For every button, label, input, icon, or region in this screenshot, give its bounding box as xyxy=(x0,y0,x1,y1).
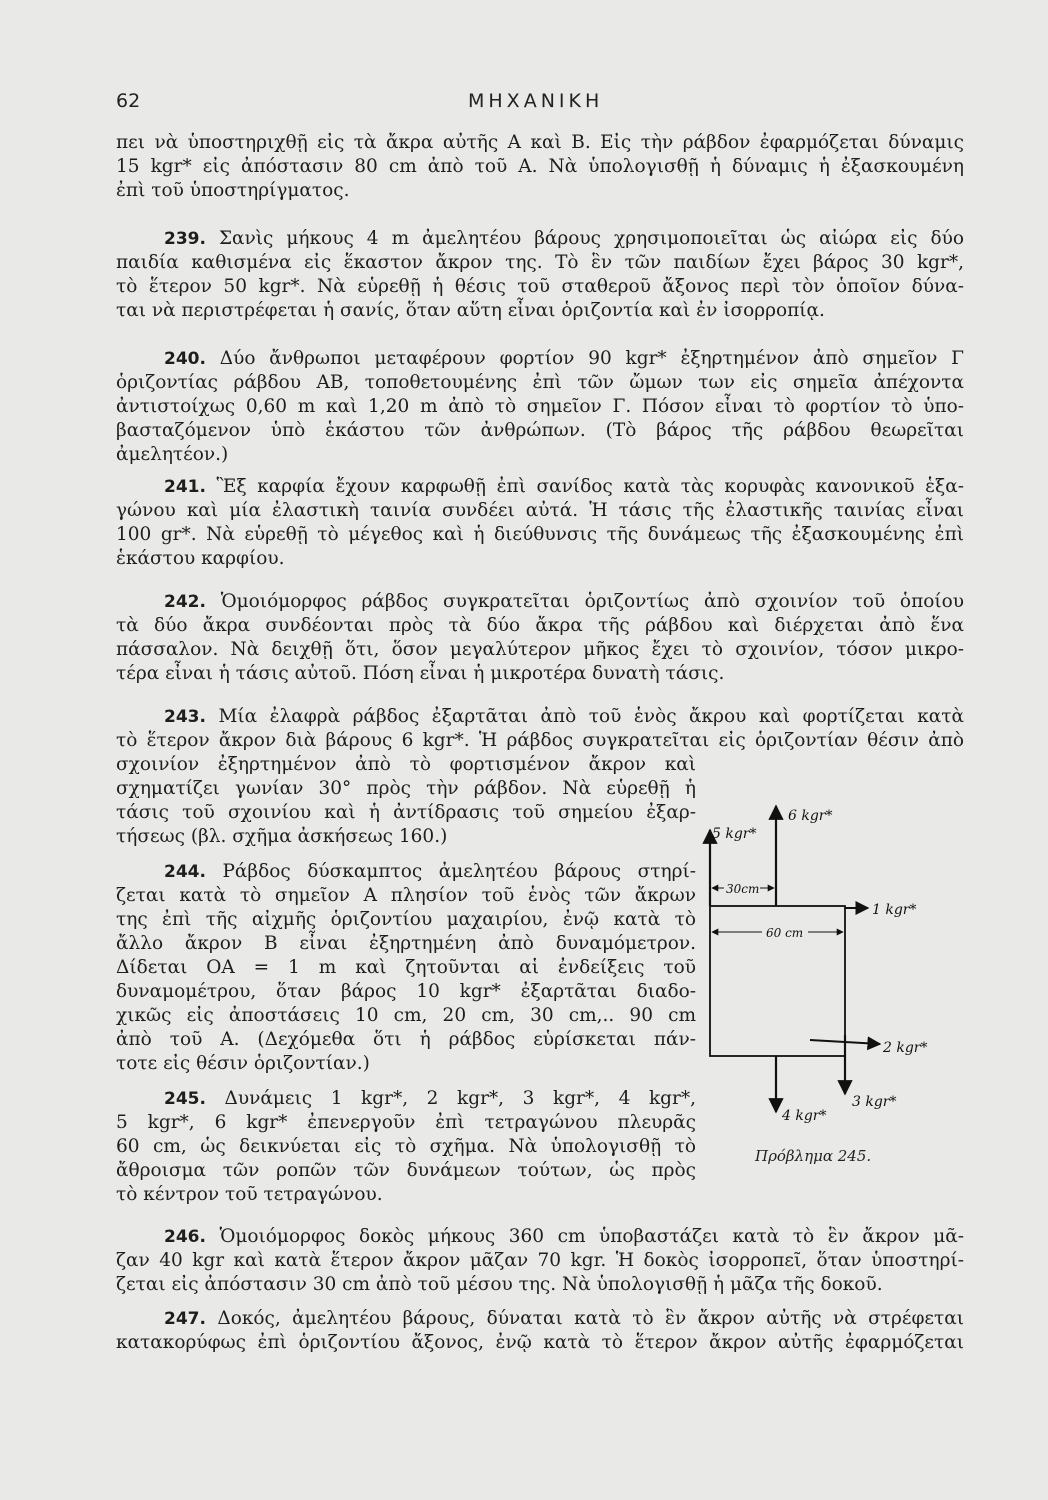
problem-number: 244. xyxy=(164,862,206,882)
problem-239-line: τὸ ἕτερον 50 kgr*. Νὰ εὑρεθῇ ἡ θέσις τοῦ σταθεροῦ ἄξονος περὶ τὸν ὁποῖον δύνα- xyxy=(116,276,964,297)
text-line: 15 kgr* εἰς ἀπόστασιν 80 cm ἀπὸ τοῦ Α. Νὰ ὑπολογισθῇ ἡ δύναμις ἡ ἐξασκουμένη xyxy=(116,156,964,177)
dimension-label-30: 30cm xyxy=(726,882,760,896)
force-label-6: 6 kgr* xyxy=(788,808,833,824)
problem-243-line: 243. Μία ἐλαφρὰ ράβδος ἐξαρτᾶται ἀπὸ τοῦ ἑνὸς ἄκρου καὶ φορτίζεται κατὰ xyxy=(164,706,964,727)
text-line: ἐπὶ τοῦ ὑποστηρίγματος. xyxy=(116,180,350,201)
problem-number: 240. xyxy=(164,349,206,369)
force-label-1: 1 kgr* xyxy=(872,902,917,918)
force-label-2: 2 kgr* xyxy=(883,1040,928,1056)
problem-243-line: τάσις τοῦ σχοινίου καὶ ἡ ἀντίδρασις τοῦ σημείου ἐξαρ- xyxy=(116,802,696,823)
problem-245-line: 5 kgr*, 6 kgr* ἐπενεργοῦν ἐπὶ τετραγώνου πλευρᾶς xyxy=(116,1112,696,1133)
problem-240-line: ἀμελητέον.) xyxy=(116,444,229,465)
problem-244-line: ἄλλο ἄκρον Β εἶναι ἐξηρτημένη ἀπὸ δυναμόμετρον. xyxy=(116,933,696,954)
page-title: ΜΗΧΑΝΙΚΗ xyxy=(468,90,604,112)
problem-239-line: 239. Σανὶς μήκους 4 m ἀμελητέου βάρους χρησιμοποιεῖται ὡς αἰώρα εἰς δύο xyxy=(164,228,964,249)
problem-241-line: 241. Ἓξ καρφία ἔχουν καρφωθῇ ἐπὶ σανίδος κατὰ τὰς κορυφὰς κανονικοῦ ἑξα- xyxy=(164,476,964,497)
problem-245-line: 60 cm, ὡς δεικνύεται εἰς τὸ σχῆμα. Νὰ ὑπολογισθῇ τὸ xyxy=(116,1136,696,1157)
problem-239-line: παιδία καθισμένα εἰς ἕκαστον ἄκρον της. Τὸ ἓν τῶν παιδίων ἔχει βάρος 30 kgr*, xyxy=(116,252,964,273)
force-label-5: 5 kgr* xyxy=(712,826,757,842)
problem-243-line: σχοινίον ἐξηρτημένον ἀπὸ τὸ φορτισμένον ἄκρον καὶ xyxy=(116,754,696,775)
problem-240-line: 240. Δύο ἄνθρωποι μεταφέρουν φορτίον 90 kgr* ἐξηρτημένον ἀπὸ σημεῖον Γ xyxy=(164,348,964,369)
problem-number: 239. xyxy=(164,229,206,249)
page-number: 62 xyxy=(116,90,141,112)
problem-242-line: τέρα εἶναι ἡ τάσις αὐτοῦ. Πόση εἶναι ἡ μικροτέρα δυνατὴ τάσις. xyxy=(116,663,725,684)
problem-number: 242. xyxy=(164,592,206,612)
problem-244-line: της ἐπὶ τῆς αἰχμῆς ὁριζοντίου μαχαιρίου, ἐνῷ κατὰ τὸ xyxy=(116,909,696,930)
problem-244-line: τοτε εἰς θέσιν ὁριζοντίαν.) xyxy=(116,1053,370,1074)
problem-244-line: δυναμομέτρου, ὅταν βάρος 10 kgr* ἐξαρτᾶται διαδο- xyxy=(116,981,696,1002)
problem-240-line: ἀντιστοίχως 0,60 m καὶ 1,20 m ἀπὸ τὸ σημεῖον Γ. Πόσον εἶναι τὸ φορτίον τὸ ὑπο- xyxy=(116,396,964,417)
problem-245-line: ἄθροισμα τῶν ροπῶν τῶν δυνάμεων τούτων, ὡς πρὸς xyxy=(116,1160,696,1181)
figure-caption: Πρόβλημα 245. xyxy=(755,1147,872,1165)
problem-239-line: ται νὰ περιστρέφεται ἡ σανίς, ὅταν αὕτη εἶναι ὁριζοντία καὶ ἐν ἰσορροπίᾳ. xyxy=(116,300,825,321)
problem-244-line: χικῶς εἰς ἀποστάσεις 10 cm, 20 cm, 30 cm,.. 90 cm xyxy=(116,1005,696,1026)
problem-243-line: τὸ ἕτερον ἄκρον διὰ βάρους 6 kgr*. Ἡ ράβδος συγκρατεῖται εἰς ὁριζοντίαν θέσιν ἀπὸ xyxy=(116,730,964,751)
problem-245-line: τὸ κέντρον τοῦ τετραγώνου. xyxy=(116,1184,383,1205)
problem-244-line: ζεται κατὰ τὸ σημεῖον Α πλησίον τοῦ ἑνὸς τῶν ἄκρων xyxy=(116,885,696,906)
problem-244-line: Δίδεται ΟΑ = 1 m καὶ ζητοῦνται αἱ ἐνδείξεις τοῦ xyxy=(116,957,696,978)
problem-240-line: βασταζόμενον ὑπὸ ἑκάστου τῶν ἀνθρώπων. (Τὸ βάρος τῆς ράβδου θεωρεῖται xyxy=(116,420,964,441)
problem-246-line: ζεται εἰς ἀπόστασιν 30 cm ἀπὸ τοῦ μέσου της. Νὰ ὑπολογισθῇ ἡ μᾶζα τῆς δοκοῦ. xyxy=(116,1274,883,1295)
problem-244-line: 244. Ράβδος δύσκαμπτος ἀμελητέου βάρους στηρί- xyxy=(164,861,696,882)
problem-241-line: ἑκάστου καρφίου. xyxy=(116,548,285,569)
problem-number: 243. xyxy=(164,707,206,727)
text-line: πει νὰ ὑποστηριχθῇ εἰς τὰ ἄκρα αὐτῆς Α καὶ Β. Εἰς τὴν ράβδον ἐφαρμόζεται δύναμις xyxy=(116,132,964,153)
problem-247-line: 247. Δοκός, ἀμελητέου βάρους, δύναται κατὰ τὸ ἓν ἄκρον αὐτῆς νὰ στρέφεται xyxy=(164,1308,964,1329)
problem-number: 246. xyxy=(164,1227,206,1247)
problem-number: 247. xyxy=(164,1309,206,1329)
problem-244-line: ἀπὸ τοῦ Α. (Δεχόμεθα ὅτι ἡ ράβδος εὑρίσκεται πάν- xyxy=(116,1029,696,1050)
problem-246-line: ζαν 40 kgr καὶ κατὰ ἕτερον ἄκρον μᾶζαν 70 kgr. Ἡ δοκὸς ἰσορροπεῖ, ὅταν ὑποστηρί- xyxy=(116,1250,964,1271)
problem-246-line: 246. Ὁμοιόμορφος δοκὸς μήκους 360 cm ὑποβαστάζει κατὰ τὸ ἓν ἄκρον μᾶ- xyxy=(164,1226,964,1247)
problem-242-line: τὰ δύο ἄκρα συνδέονται πρὸς τὰ δύο ἄκρα τῆς ράβδου καὶ διέρχεται ἀπὸ ἕνα xyxy=(116,615,964,636)
problem-247-line: κατακορύφως ἐπὶ ὁριζοντίου ἄξονος, ἐνῷ κατὰ τὸ ἕτερον ἄκρον αὐτῆς ἐφαρμόζεται xyxy=(116,1332,964,1353)
problem-241-line: γώνου καὶ μία ἐλαστικὴ ταινία συνδέει αὐτά. Ἡ τάσις τῆς ἐλαστικῆς ταινίας εἶναι xyxy=(116,500,964,521)
problem-243-line: σχηματίζει γωνίαν 30° πρὸς τὴν ράβδον. Νὰ εὑρεθῇ ἡ xyxy=(116,778,696,799)
problem-240-line: ὁριζοντίας ράβδου ΑΒ, τοποθετουμένης ἐπὶ τῶν ὤμων των εἰς σημεῖα ἀπέχοντα xyxy=(116,372,964,393)
dimension-label-60: 60 cm xyxy=(766,926,804,940)
problem-242-line: 242. Ὁμοιόμορφος ράβδος συγκρατεῖται ὁριζοντίως ἀπὸ σχοινίον τοῦ ὁποίου xyxy=(164,591,964,612)
problem-241-line: 100 gr*. Νὰ εὑρεθῇ τὸ μέγεθος καὶ ἡ διεύθυνσις τῆς δυνάμεως τῆς ἐξασκουμένης ἐπὶ xyxy=(116,524,964,545)
problem-242-line: πάσσαλον. Νὰ δειχθῇ ὅτι, ὅσον μεγαλύτερον μῆκος ἔχει τὸ σχοινίον, τόσον μικρο- xyxy=(116,639,964,660)
force-diagram xyxy=(690,790,960,1130)
problem-245-line: 245. Δυνάμεις 1 kgr*, 2 kgr*, 3 kgr*, 4 kgr*, xyxy=(164,1088,696,1109)
problem-243-line: τήσεως (βλ. σχῆμα ἀσκήσεως 160.) xyxy=(116,826,448,847)
force-label-4: 4 kgr* xyxy=(782,1108,827,1124)
problem-number: 245. xyxy=(164,1089,206,1109)
force-label-3: 3 kgr* xyxy=(852,1094,897,1110)
problem-number: 241. xyxy=(164,477,206,497)
